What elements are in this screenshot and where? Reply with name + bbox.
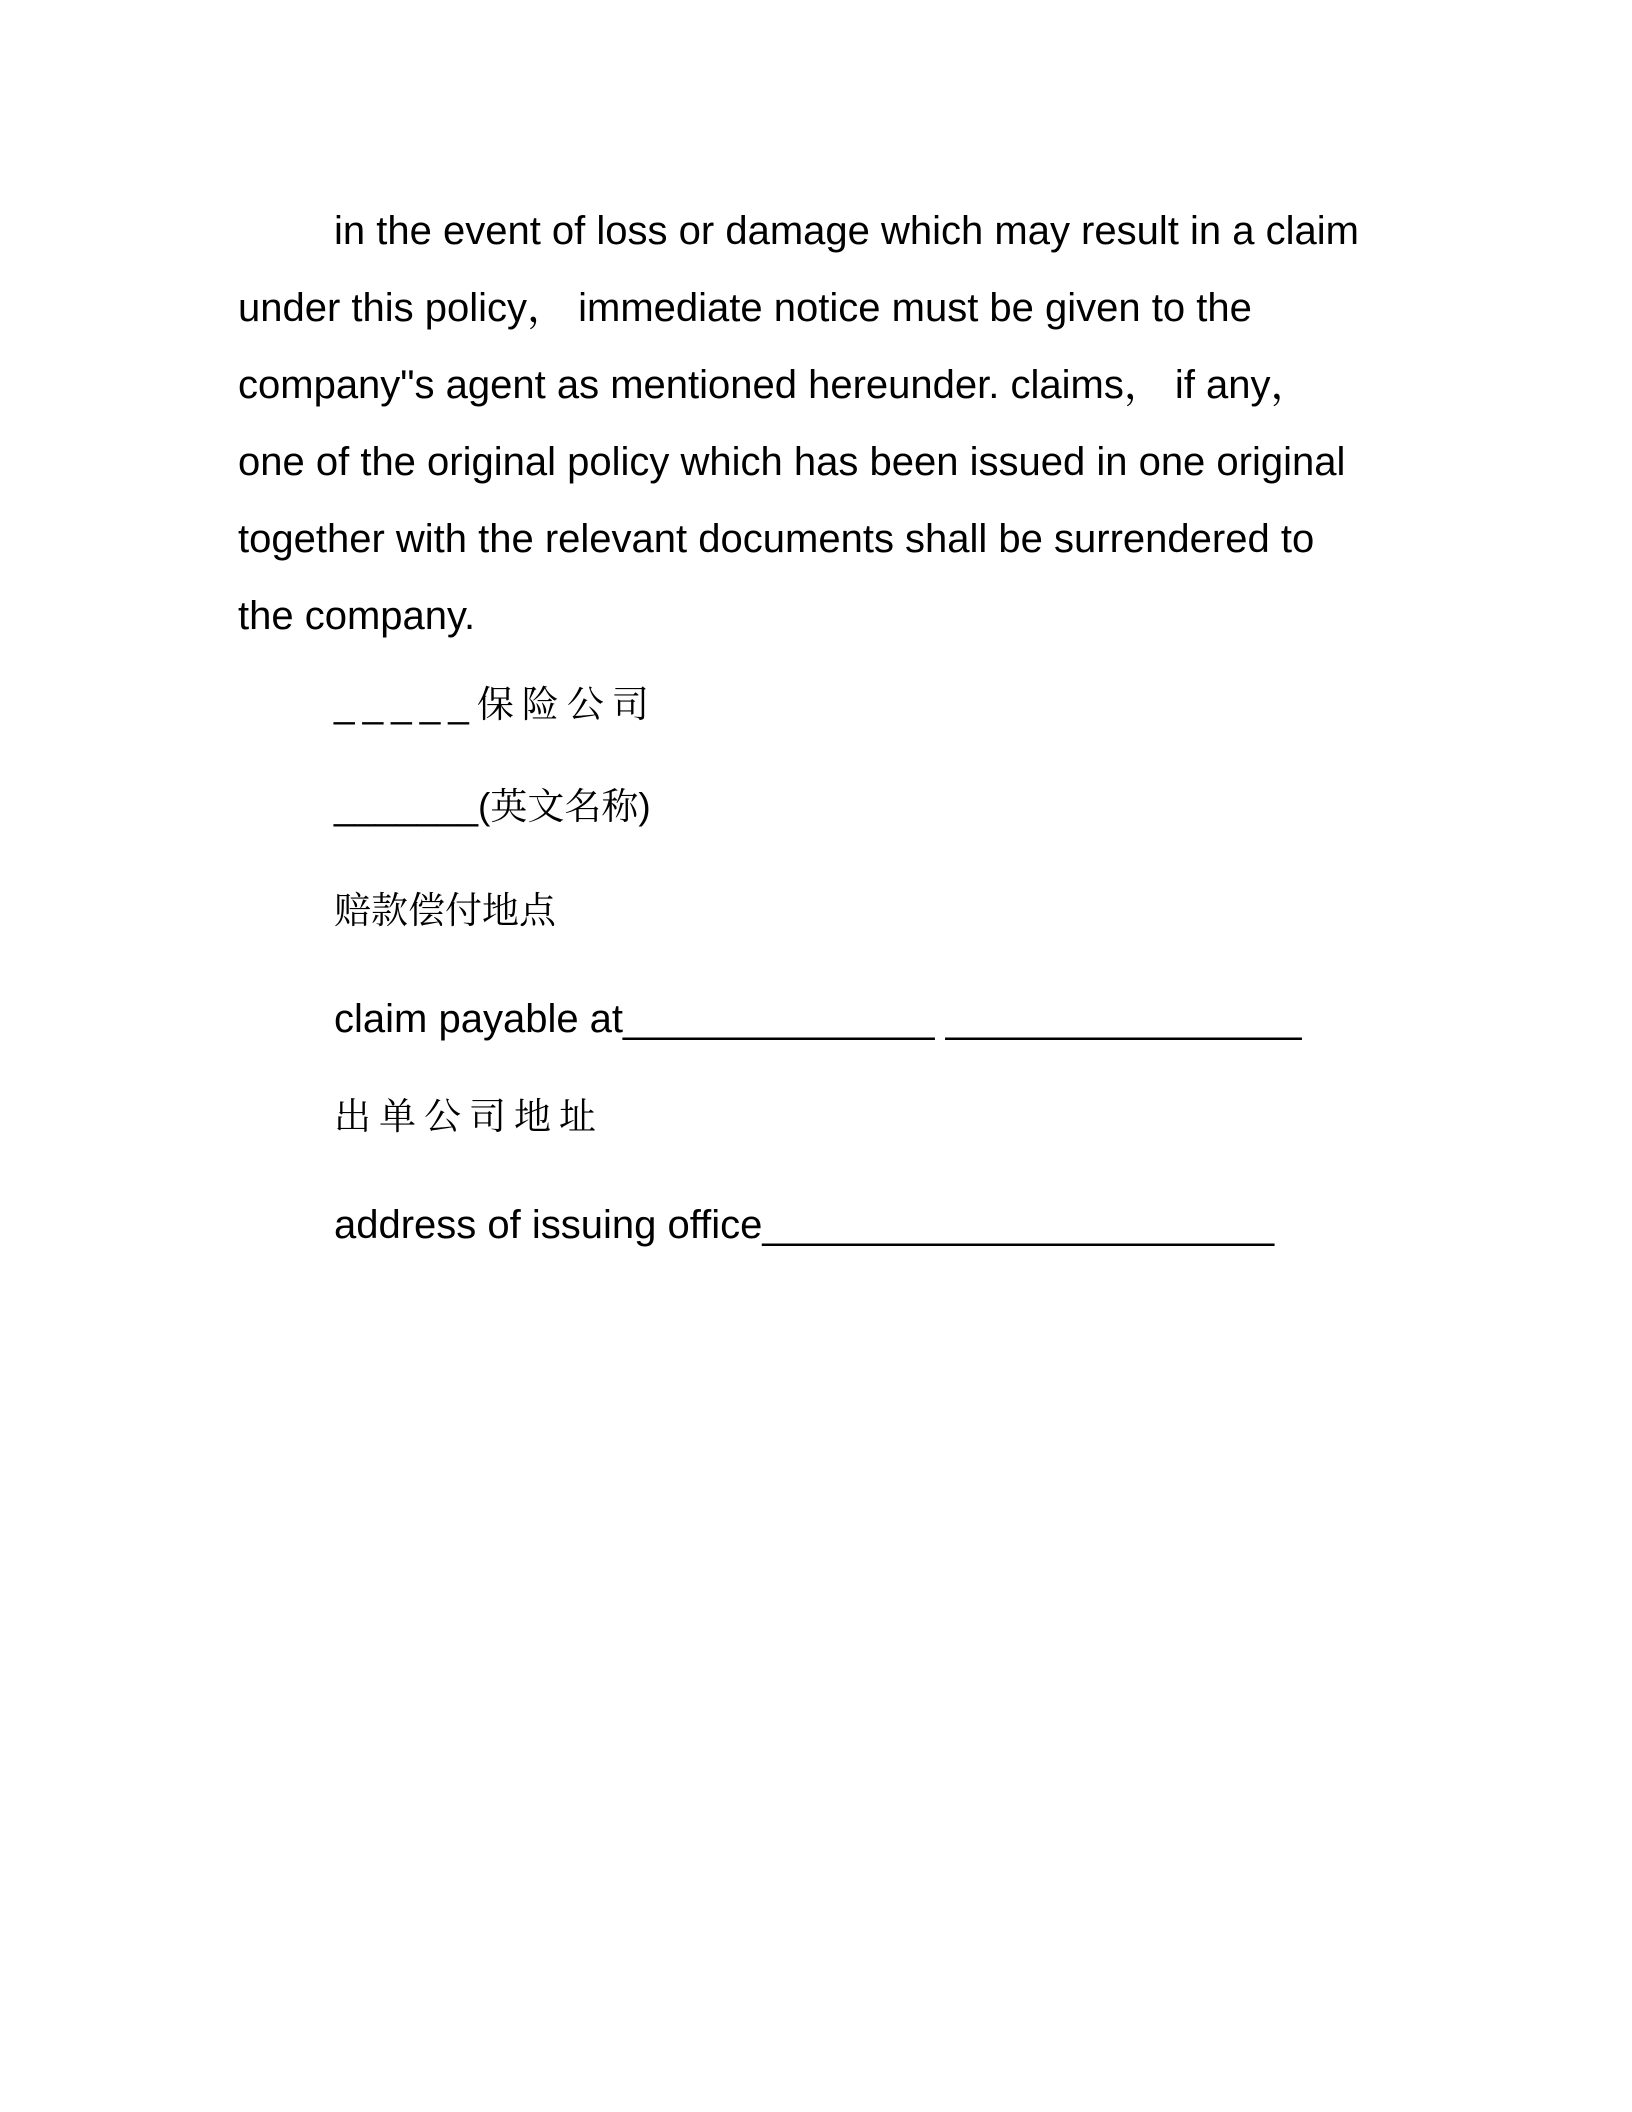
insurer-name-cn: _____保险公司 [334, 684, 657, 725]
paragraph-line: company"s agent as mentioned hereunder. claims， if any， [238, 363, 1311, 407]
paragraph-line: together with the relevant documents shall be surrendered to [238, 517, 1315, 561]
claim-payable-at: claim payable at______________ ________________ [334, 997, 1302, 1041]
claim-place-cn: 赔款偿付地点 [334, 890, 556, 931]
paragraph-line: the company. [238, 594, 476, 638]
paragraph-line: under this policy， immediate notice must be given to the [238, 286, 1252, 330]
issuing-address-cn: 出单公司地址 [334, 1096, 604, 1137]
paragraph-line: in the event of loss or damage which may result in a claim [334, 209, 1359, 253]
insurer-name-en: _______(英文名称) [334, 786, 651, 827]
issuing-address-en: address of issuing office_______________________ [334, 1203, 1275, 1247]
policy-notice-paragraph [238, 193, 1373, 655]
paragraph-line: one of the original policy which has been issued in one original [238, 440, 1346, 484]
